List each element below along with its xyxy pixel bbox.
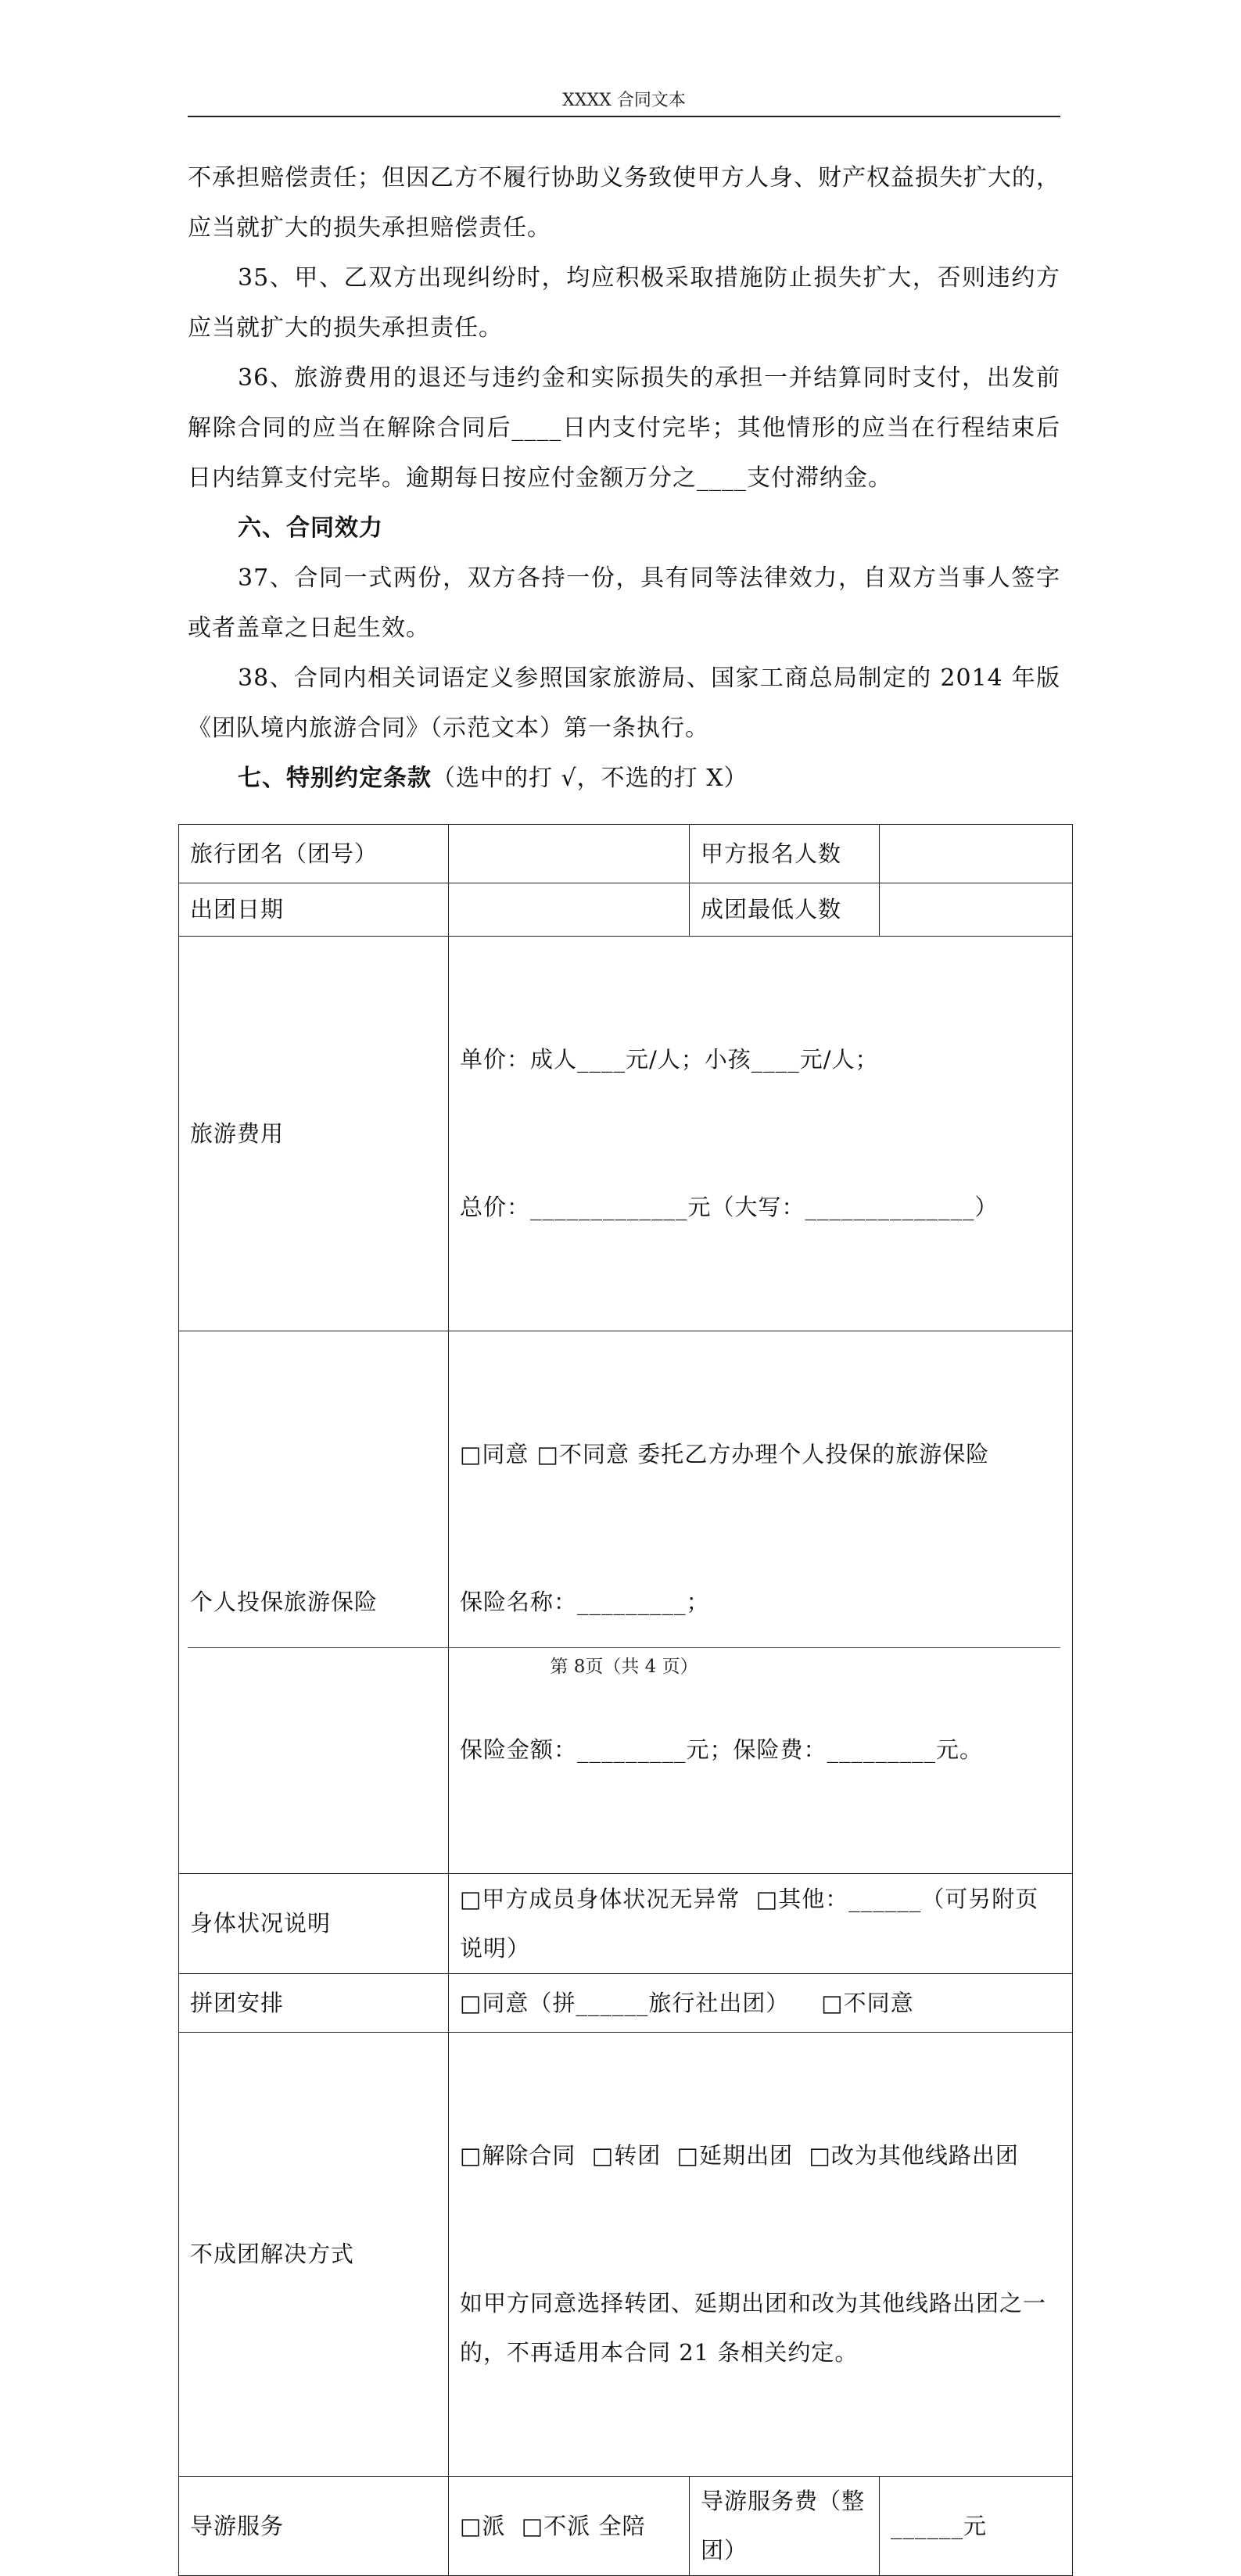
tour-group-name-field[interactable]	[449, 825, 690, 883]
insurance-amount-line: 保险金额：_________元；保险费：_________元。	[460, 1736, 984, 1763]
table-row	[179, 2033, 1073, 2477]
departure-date-field[interactable]	[449, 883, 690, 937]
special-terms-title: 七、特别约定条款	[238, 765, 432, 792]
departure-date-label: 出团日期	[179, 883, 449, 937]
health-status-cell[interactable]: □甲方成员身体状况无异常 □其他：______（可另附页说明）	[449, 1874, 1073, 1974]
unit-price-line: 单价：成人____元/人；小孩____元/人；	[460, 1046, 879, 1073]
page-number: 第 8页（共 4 页）	[550, 1657, 698, 1677]
minimum-group-size-label: 成团最低人数	[690, 883, 880, 937]
table-row	[179, 937, 1073, 1331]
party-a-headcount-field[interactable]	[880, 825, 1073, 883]
guide-service-fee-label: 导游服务费（整团）	[690, 2477, 880, 2576]
special-terms-note: （选中的打 √，不选的打 X）	[432, 765, 748, 792]
table-row	[179, 1974, 1073, 2033]
total-price-line: 总价：_____________元（大写：______________）	[460, 1194, 999, 1220]
insurance-consent-line: □同意 □不同意 委托乙方办理个人投保的旅游保险	[460, 1441, 990, 1467]
tour-fee-cell[interactable]	[449, 937, 1073, 1331]
contract-body	[188, 153, 1060, 804]
paragraph-34-continuation: 不承担赔偿责任；但因乙方不履行协助义务致使甲方人身、财产权益损失扩大的，应当就扩大的损失承担赔偿责任。	[188, 164, 1060, 242]
section-heading-special-terms	[188, 754, 1060, 804]
guide-service-options[interactable]: □派 □不派 全陪	[449, 2477, 690, 2576]
travel-insurance-label: 个人投保旅游保险	[179, 1331, 449, 1874]
clause-36: 36、旅游费用的退还与违约金和实际损失的承担一并结算同时支付，出发前解除合同的应当在解除合同后____日内支付完毕；其他情形的应当在行程结束后日内结算支付完毕。逾期每日按应付金额万分之____支付滞纳金。	[188, 364, 1060, 492]
group-consolidation-label: 拼团安排	[179, 1974, 449, 2033]
header-divider	[188, 116, 1060, 117]
table-row	[179, 1331, 1073, 1874]
footer-divider	[188, 1647, 1060, 1648]
table-row	[179, 825, 1073, 883]
clause-37: 37、合同一式两份，双方各持一份，具有同等法律效力，自双方当事人签字或者盖章之日起生效。	[188, 564, 1060, 642]
minimum-group-size-field[interactable]	[880, 883, 1073, 937]
tour-fee-label: 旅游费用	[179, 937, 449, 1331]
group-consolidation-cell[interactable]: □同意（拼______旅行社出团） □不同意	[449, 1974, 1073, 2033]
guide-service-label: 导游服务	[179, 2477, 449, 2576]
party-a-headcount-label: 甲方报名人数	[690, 825, 880, 883]
health-status-label: 身体状况说明	[179, 1874, 449, 1974]
tour-group-name-label: 旅行团名（团号）	[179, 825, 449, 883]
document-header-title: XXXX 合同文本	[562, 91, 686, 110]
travel-insurance-cell[interactable]	[449, 1331, 1073, 1874]
clause-35: 35、甲、乙双方出现纠纷时，均应积极采取措施防止损失扩大，否则违约方应当就扩大的损失承担责任。	[188, 264, 1060, 342]
section-heading-contract-validity: 六、合同效力	[238, 514, 383, 542]
special-terms-table	[178, 824, 1073, 2576]
insurance-name-line: 保险名称：_________；	[460, 1589, 710, 1615]
resolution-options-line: □解除合同 □转团 □延期出团 □改为其他线路出团	[460, 2142, 1019, 2169]
clause-38: 38、合同内相关词语定义参照国家旅游局、国家工商总局制定的 2014 年版《团队境内旅游合同》（示范文本）第一条执行。	[188, 665, 1060, 742]
group-failure-resolution-cell[interactable]	[449, 2033, 1073, 2477]
table-row	[179, 883, 1073, 937]
table-row	[179, 2477, 1073, 2576]
resolution-note-line: 如甲方同意选择转团、延期出团和改为其他线路出团之一的，不再适用本合同 21 条相关约定。	[460, 2290, 1047, 2366]
table-row	[179, 1874, 1073, 1974]
group-failure-resolution-label: 不成团解决方式	[179, 2033, 449, 2477]
guide-service-fee-field[interactable]: ______元	[880, 2477, 1073, 2576]
